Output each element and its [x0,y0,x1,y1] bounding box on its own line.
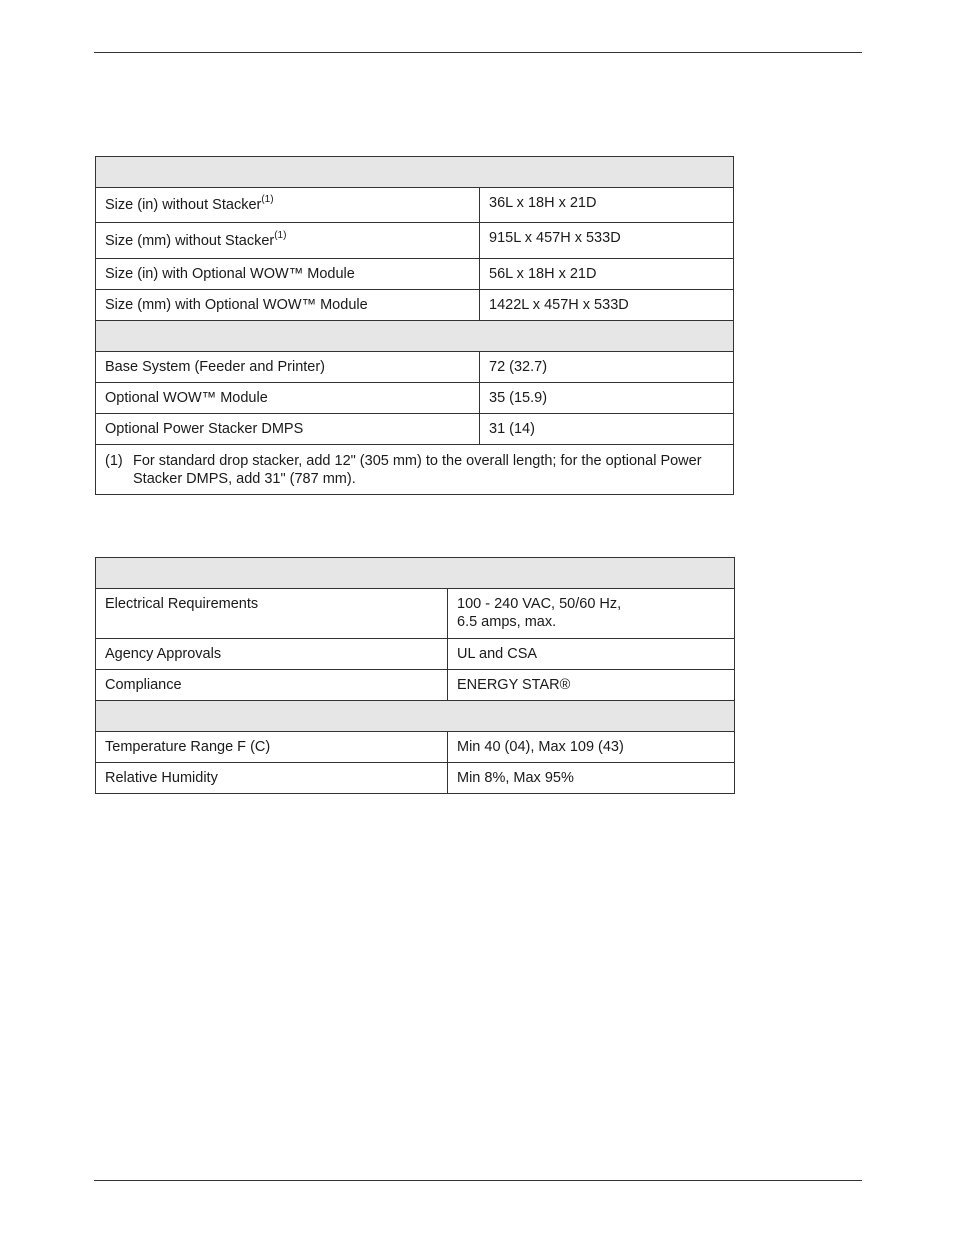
dimensions-section-header [96,157,734,188]
row-value: Min 8%, Max 95% [448,763,735,794]
section-header-cell [96,558,735,589]
row-label [96,188,480,223]
footnote-number: (1) [105,452,123,469]
row-label: Relative Humidity [96,763,448,794]
row-value: 72 (32.7) [480,352,734,383]
row-value: 31 (14) [480,414,734,445]
row-label: Optional Power Stacker DMPS [96,414,480,445]
row-label: Electrical Requirements [96,589,448,639]
header-rule [94,52,862,53]
table-row [96,383,734,414]
value-line: 6.5 amps, max. [457,614,557,630]
table-row [96,188,734,223]
row-label: Base System (Feeder and Printer) [96,352,480,383]
row-value: UL and CSA [448,639,735,670]
table-row [96,589,735,639]
footnote-ref: (1) [261,194,274,206]
footnote-row [96,445,734,495]
row-value: 35 (15.9) [480,383,734,414]
table-row [96,670,735,701]
label-text: Size (in) without Stacker [105,197,262,213]
row-label: Optional WOW™ Module [96,383,480,414]
footnote-cell [96,445,734,495]
table-row [96,223,734,259]
table-row [96,414,734,445]
electrical-environment-table [95,557,735,794]
row-value: 1422L x 457H x 533D [480,290,734,321]
row-label [96,223,480,259]
footnote-ref: (1) [274,229,287,241]
footer-rule [94,1180,862,1181]
row-label: Compliance [96,670,448,701]
weight-section-header [96,321,734,352]
row-value: 56L x 18H x 21D [480,259,734,290]
row-label: Size (mm) with Optional WOW™ Module [96,290,480,321]
table-row [96,352,734,383]
table-row [96,763,735,794]
row-value [448,589,735,639]
table-row [96,732,735,763]
section-header-cell [96,321,734,352]
label-text: Size (mm) without Stacker [105,232,275,249]
section-header-cell [96,157,734,188]
row-label: Size (in) with Optional WOW™ Module [96,259,480,290]
row-value: 915L x 457H x 533D [480,223,734,259]
environment-section-header [96,701,735,732]
row-value: 36L x 18H x 21D [480,188,734,223]
table-row [96,259,734,290]
footnote-text: For standard drop stacker, add 12" (305 mm) to the overall length; for the optional Power Stacker DMPS, add 31" (787 mm). [133,452,702,487]
electrical-section-header [96,558,735,589]
value-line: 100 - 240 VAC, 50/60 Hz, [457,596,622,612]
section-header-cell [96,701,735,732]
dimensions-weight-table [95,156,734,495]
row-label: Temperature Range F (C) [96,732,448,763]
table-row [96,639,735,670]
row-value: ENERGY STAR® [448,670,735,701]
row-value: Min 40 (04), Max 109 (43) [448,732,735,763]
table-row [96,290,734,321]
row-label: Agency Approvals [96,639,448,670]
